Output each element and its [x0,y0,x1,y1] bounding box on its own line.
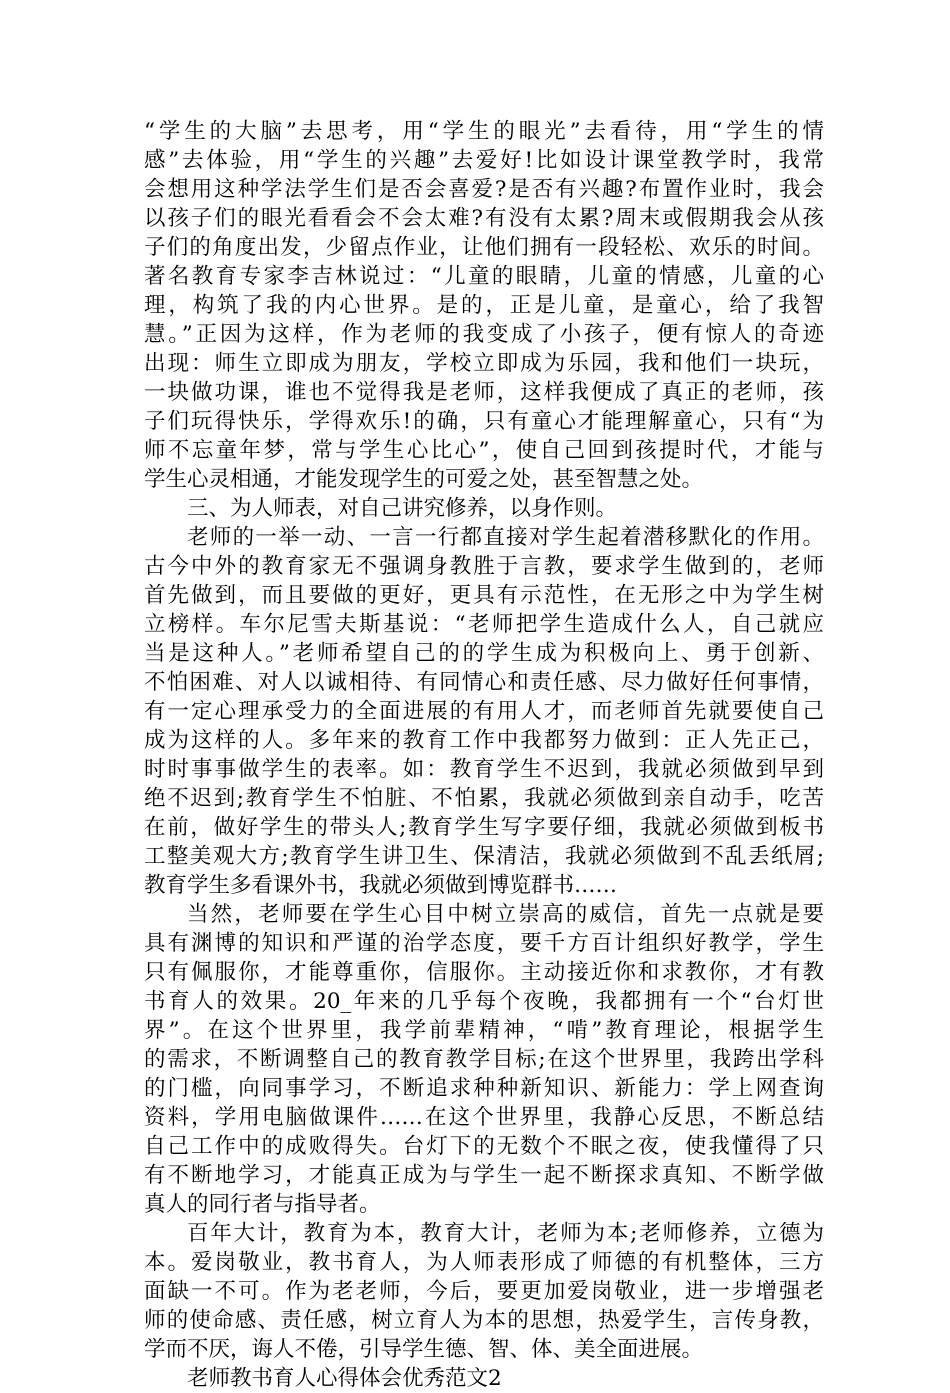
paragraph [144,494,824,523]
text-line: 首先做到，而且要做的更好，更具有示范性，在无形之中为学生树 [144,583,824,608]
text-line: 感”去体验，用“学生的兴趣”去爱好!比如设计课堂教学时，我常 [144,148,824,173]
text-line: 的门槛，向同事学习，不断追求种种新知识、新能力：学上网查询 [144,1076,824,1101]
text-line: 不怕困难、对人以诚相待、有同情心和责任感、尽力做好任何事情， [144,670,824,695]
text-line: “学生的大脑”去思考，用“学生的眼光”去看待，用“学生的情 [144,119,824,144]
text-line: 在前，做好学生的带头人;教育学生写字要仔细，我就必须做到板书 [144,815,824,840]
document-body [144,117,824,1393]
text-line: 本。爱岗敬业，教书育人，为人师表形成了师德的有机整体，三方 [144,1250,824,1275]
text-line: 资料，学用电脑做课件……在这个世界里，我静心反思，不断总结 [144,1105,824,1130]
text-line: 面缺一不可。作为老老师，今后，要更加爱岗敬业，进一步增强老 [144,1279,824,1304]
text-line: 具有渊博的知识和严谨的治学态度，要千方百计组织好教学，学生 [144,931,824,956]
text-line: 慧。”正因为这样，作为老师的我变成了小孩子，便有惊人的奇迹 [144,322,824,347]
paragraph [144,1364,824,1393]
text-line: 著名教育专家李吉林说过：“儿童的眼睛，儿童的情感，儿童的心 [144,264,824,289]
text-line: 学生心灵相通，才能发现学生的可爱之处，甚至智慧之处。 [144,467,704,492]
text-line: 书育人的效果。20_年来的几乎每个夜晚，我都拥有一个“台灯世 [144,989,824,1014]
text-line: 三、为人师表，对自己讲究修养，以身作则。 [187,496,618,521]
text-line: 绝不迟到;教育学生不怕脏、不怕累，我就必须做到亲自动手，吃苦 [144,786,824,811]
text-line: 古今中外的教育家无不强调身教胜于言教，要求学生做到的，老师 [144,554,824,579]
text-line: 理，构筑了我的内心世界。是的，正是儿童，是童心，给了我智 [144,293,824,318]
text-line: 当是这种人。”老师希望自己的的学生成为积极向上、勇于创新、 [144,641,824,666]
paragraph [144,523,824,900]
text-line: 的需求，不断调整自己的教育教学目标;在这个世界里，我跨出学科 [144,1047,824,1072]
text-line: 真人的同行者与指导者。 [144,1192,381,1217]
text-line: 成为这样的人。多年来的教育工作中我都努力做到：正人先正己， [144,728,824,753]
paragraph [144,900,824,1219]
text-line: 时时事事做学生的表率。如：教育学生不迟到，我就必须做到早到 [144,757,824,782]
text-line: 百年大计，教育为本，教育大计，老师为本;老师修养，立德为 [187,1221,824,1246]
text-line: 立榜样。车尔尼雪夫斯基说：“老师把学生造成什么人，自己就应 [144,612,824,637]
text-line: 有一定心理承受力的全面进展的有用人才，而老师首先就要使自己 [144,699,824,724]
text-line: 当然，老师要在学生心目中树立崇高的威信，首先一点就是要 [187,902,824,927]
text-line: 教育学生多看课外书，我就必须做到博览群书…… [144,873,618,898]
text-line: 以孩子们的眼光看看会不会太难?有没有太累?周末或假期我会从孩 [144,206,824,231]
text-line: 一块做功课，谁也不觉得我是老师，这样我便成了真正的老师，孩 [144,380,824,405]
text-line: 出现：师生立即成为朋友，学校立即成为乐园，我和他们一块玩， [144,351,824,376]
paragraph [144,117,824,494]
text-line: 师不忘童年梦，常与学生心比心”，使自己回到孩提时代，才能与 [144,438,824,463]
text-line: 界”。在这个世界里，我学前辈精神，“啃”教育理论，根据学生 [144,1018,824,1043]
text-line: 学而不厌，诲人不倦，引导学生德、智、体、美全面进展。 [144,1337,704,1362]
text-line: 老师的一举一动、一言一行都直接对学生起着潜移默化的作用。 [187,525,824,550]
paragraph [144,1219,824,1364]
text-line: 只有佩服你，才能尊重你，信服你。主动接近你和求教你，才有教 [144,960,824,985]
text-line: 子们的角度出发，少留点作业，让他们拥有一段轻松、欢乐的时间。 [144,235,824,260]
text-line: 自己工作中的成败得失。台灯下的无数个不眠之夜，使我懂得了只 [144,1134,824,1159]
text-line: 师的使命感、责任感，树立育人为本的思想，热爱学生，言传身教， [144,1308,824,1333]
text-line: 有不断地学习，才能真正成为与学生一起不断探求真知、不断学做 [144,1163,824,1188]
text-line: 老师教书育人心得体会优秀范文2 [187,1366,502,1391]
text-line: 会想用这种学法学生们是否会喜爱?是否有兴趣?布置作业时，我会 [144,177,824,202]
text-line: 子们玩得快乐，学得欢乐!的确，只有童心才能理解童心，只有“为 [144,409,824,434]
text-line: 工整美观大方;教育学生讲卫生、保清洁，我就必须做到不乱丢纸屑; [144,844,824,869]
